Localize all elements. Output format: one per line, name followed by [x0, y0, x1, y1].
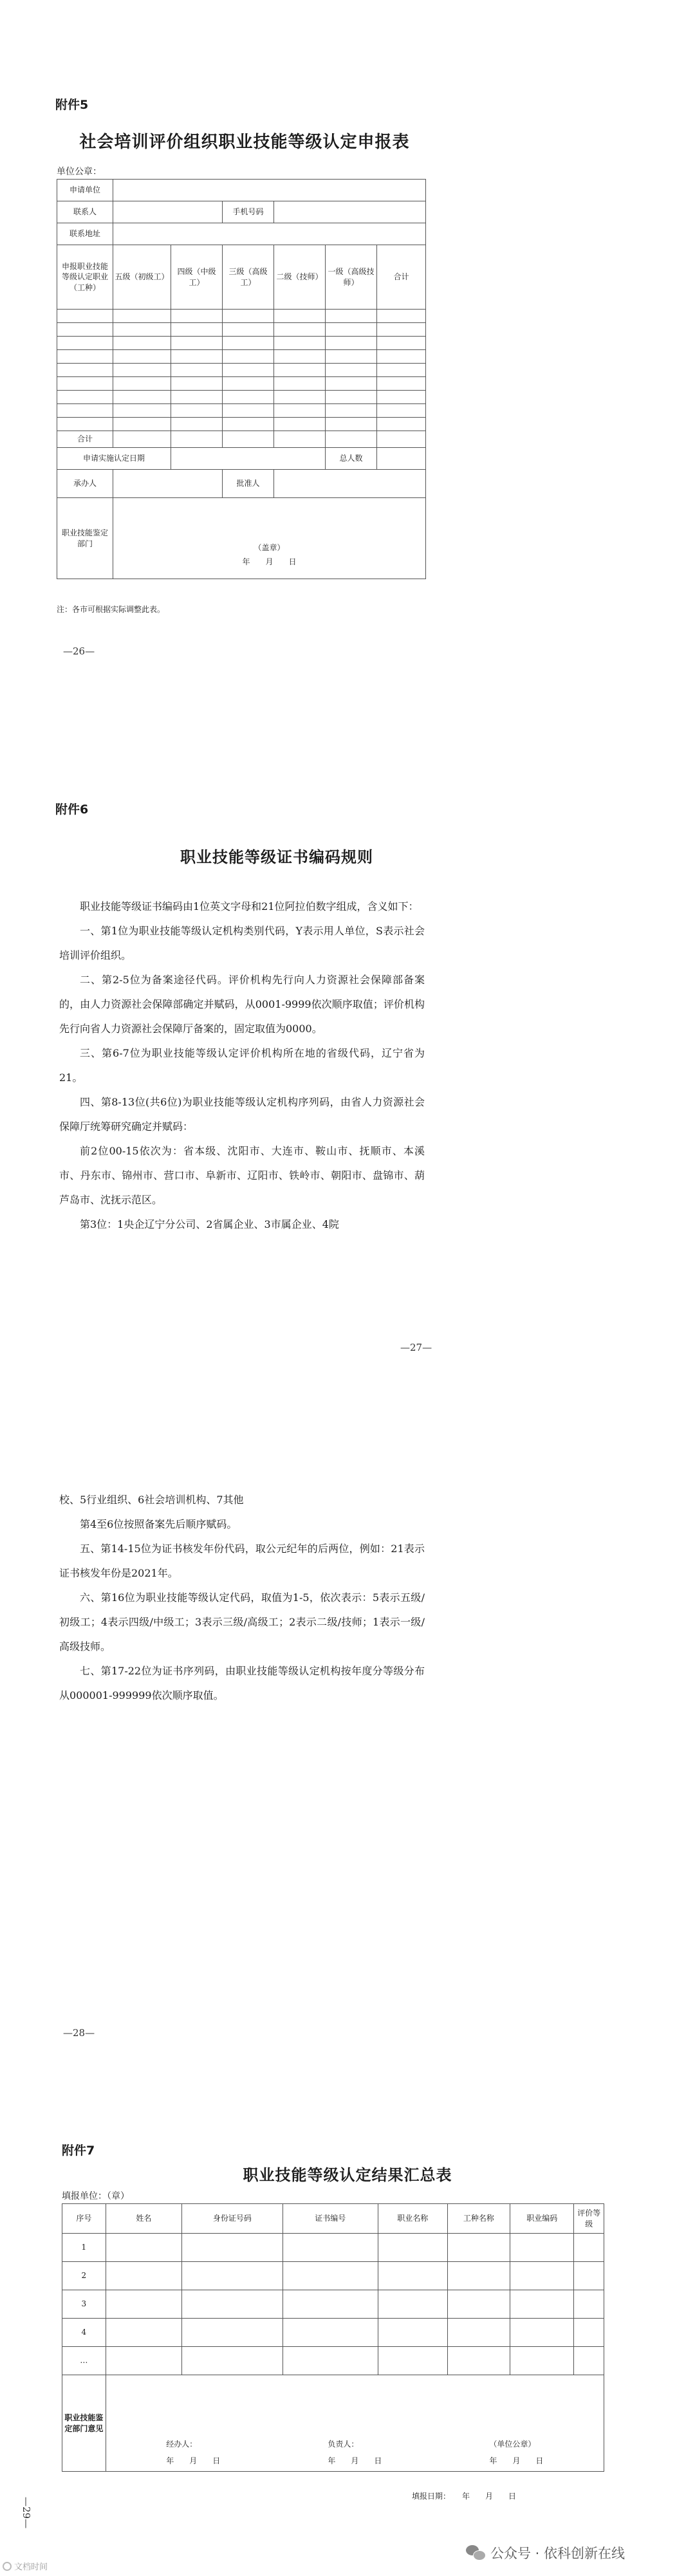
watermark-right-text: 公众号 · 依科创新在线	[490, 2546, 626, 2561]
row-number: …	[62, 2347, 106, 2375]
paragraph: 一、第1位为职业技能等级认定机构类别代码，Y表示用人单位，S表示社会培训评价组织。	[59, 925, 425, 961]
seal-date: 年 月 日	[242, 557, 297, 566]
seal-text: （盖章）	[254, 542, 285, 552]
paragraph: 五、第14-15位为证书核发年份代码，取公元纪年的后两位，例如：21表示证书核发年份是2021年。	[59, 1543, 425, 1579]
row-number: 4	[62, 2319, 106, 2347]
attachment-label: 附件5	[55, 98, 89, 112]
approver-value	[274, 470, 426, 498]
handler-label: 承办人	[57, 470, 113, 498]
total-col-header: 合计	[377, 245, 426, 310]
encoding-rules-text	[59, 894, 425, 1237]
total-people-value	[377, 448, 426, 470]
table-note: 注：各市可根据实际调整此表。	[57, 605, 165, 614]
col-header: 证书编号	[283, 2204, 378, 2234]
col-header: 姓名	[106, 2204, 181, 2234]
paragraph: 六、第16位为职业技能等级认定代码，取值为1-5，依次表示：5表示五级/初级工；4表示四级/中级工；3表示三级/高级工；2表示二级/技师；1表示一级/高级技师。	[59, 1591, 425, 1653]
row-number: 3	[62, 2290, 106, 2319]
col-header: 身份证号码	[182, 2204, 283, 2234]
total-people-label: 总人数	[326, 448, 377, 470]
start-date-value	[171, 448, 326, 470]
results-summary-table	[62, 2203, 604, 2472]
paragraph: 职业技能等级证书编码由1位英文字母和21位阿拉伯数字组成，含义如下：	[80, 900, 419, 913]
contact-label: 联系人	[57, 201, 113, 223]
address-label: 联系地址	[57, 223, 113, 245]
unit-seal-label: 单位公章：	[57, 167, 102, 177]
paragraph: 第4至6位按照备案先后顺序赋码。	[80, 1518, 237, 1530]
address-value	[113, 223, 426, 245]
total-row-label: 合计	[57, 431, 113, 448]
paragraph: 校、5行业组织、6社会培训机构、7其他	[59, 1494, 244, 1506]
page-number: —28—	[63, 2027, 95, 2039]
level-2-header: 二级（技师）	[274, 245, 326, 310]
row-number: 1	[62, 2234, 106, 2262]
level-1-header: 一级（高级技师）	[326, 245, 377, 310]
unit-seal-label: （单位公章）	[489, 2439, 536, 2449]
watermark-left	[3, 2560, 48, 2572]
col-header: 职业编码	[510, 2204, 573, 2234]
col-header: 职业名称	[378, 2204, 447, 2234]
level-4-header: 四级（中级工）	[171, 245, 223, 310]
occupation-header: 申报职业技能等级认定职业（工种）	[57, 245, 113, 310]
row-number: 2	[62, 2262, 106, 2290]
phone-label: 手机号码	[223, 201, 274, 223]
handler-value	[113, 470, 223, 498]
page-title: 社会培训评价组织职业技能等级认定申报表	[79, 133, 410, 152]
application-form-table	[57, 179, 426, 579]
dept-seal-cell	[113, 498, 426, 579]
brand-icon	[3, 2562, 12, 2571]
col-header: 序号	[62, 2204, 106, 2234]
watermark-left-text: 文档时间	[14, 2562, 48, 2572]
watermark-right	[466, 2543, 625, 2562]
dept-label: 职业技能鉴定部门	[57, 498, 113, 579]
applicant-unit-label: 申请单位	[57, 180, 113, 201]
opinion-label: 职业技能鉴定部门意见	[62, 2375, 106, 2472]
attachment-label: 附件7	[62, 2144, 95, 2158]
paragraph: 第3位：1央企辽宁分公司、2省属企业、3市属企业、4院	[80, 1218, 339, 1230]
encoding-rules-continued	[59, 1488, 425, 1708]
page-number: —26—	[63, 645, 95, 657]
paragraph: 三、第6-7位为职业技能等级认定评价机构所在地的省级代码，辽宁省为21。	[59, 1047, 425, 1084]
responsible-label: 负责人：	[328, 2439, 359, 2449]
page-number: —27—	[400, 1342, 432, 1353]
opinion-cell	[106, 2375, 604, 2472]
handler-label: 经办人：	[166, 2439, 198, 2449]
start-date-label: 申请实施认定日期	[57, 448, 171, 470]
fill-unit-label: 填报单位：（章）	[62, 2191, 129, 2201]
approver-label: 批准人	[223, 470, 274, 498]
attachment-label: 附件6	[55, 802, 89, 817]
paragraph: 二、第2-5位为备案途径代码。评价机构先行向人力资源社会保障部备案的，由人力资源社会保障部确定并赋码，从0001-9999依次顺序取值；评价机构先行向省人力资源社会保障厅备案的，固定取值为0000。	[59, 974, 425, 1035]
page-title: 职业技能等级认定结果汇总表	[243, 2166, 452, 2184]
side-page-number: —29—	[21, 2497, 32, 2529]
seal-date: 年 月 日	[489, 2456, 544, 2465]
paragraph: 前2位00-15依次为：省本级、沈阳市、大连市、鞍山市、抚顺市、本溪市、丹东市、锦州市、营口市、阜新市、辽阳市、铁岭市、朝阳市、盘锦市、葫芦岛市、沈抚示范区。	[59, 1145, 425, 1206]
contact-value	[113, 201, 223, 223]
paragraph: 七、第17-22位为证书序列码，由职业技能等级认定机构按年度分等级分布从000001-999999依次顺序取值。	[59, 1665, 425, 1701]
applicant-unit-value	[113, 180, 426, 201]
page-title: 职业技能等级证书编码规则	[180, 848, 373, 866]
col-header: 工种名称	[447, 2204, 510, 2234]
col-header: 评价等级	[574, 2204, 604, 2234]
responsible-date: 年 月 日	[328, 2456, 382, 2465]
phone-value	[274, 201, 426, 223]
fill-date: 填报日期： 年 月 日	[412, 2492, 517, 2501]
level-3-header: 三级（高级工）	[223, 245, 274, 310]
handler-date: 年 月 日	[166, 2456, 221, 2465]
wechat-icon	[466, 2545, 485, 2561]
paragraph: 四、第8-13位(共6位)为职业技能等级认定机构序列码，由省人力资源社会保障厅统筹研究确定并赋码：	[59, 1096, 425, 1133]
level-5-header: 五级（初级工）	[113, 245, 171, 310]
